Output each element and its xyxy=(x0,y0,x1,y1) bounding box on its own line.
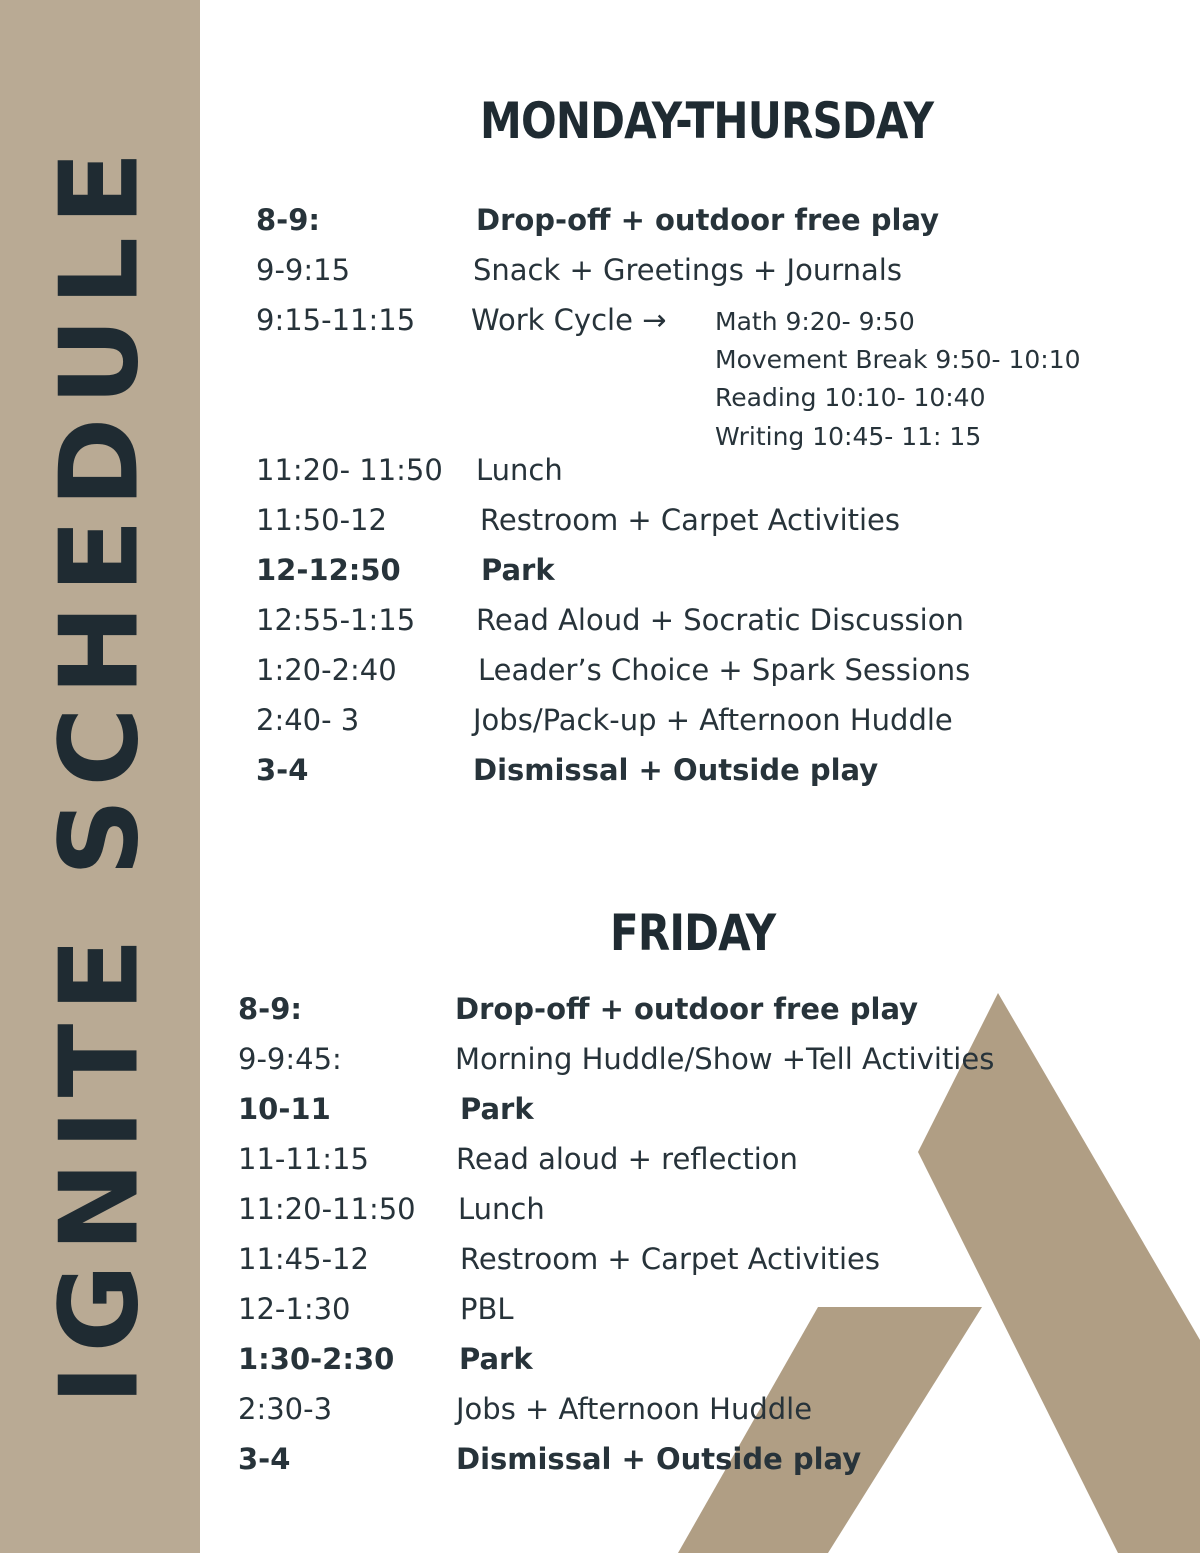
time-label: 8-9: xyxy=(238,992,302,1026)
activity-label: Lunch xyxy=(476,453,563,487)
activity-label: Park xyxy=(459,1342,533,1376)
friday-heading: FRIDAY xyxy=(610,904,776,962)
activity-label: Jobs + Afternoon Huddle xyxy=(456,1392,813,1426)
activity-label: Restroom + Carpet Activities xyxy=(460,1242,881,1276)
activity-label: Park xyxy=(460,1092,534,1126)
activity-label: Work Cycle → xyxy=(471,303,667,337)
activity-label: Snack + Greetings + Journals xyxy=(473,253,902,287)
activity-label: Read Aloud + Socratic Discussion xyxy=(476,603,964,637)
time-label: 12-12:50 xyxy=(256,553,401,587)
time-label: 11:45-12 xyxy=(238,1242,369,1276)
weekday-heading: MONDAY-THURSDAY xyxy=(480,92,934,150)
time-label: 1:30-2:30 xyxy=(238,1342,395,1376)
activity-label: Drop-off + outdoor free play xyxy=(455,992,919,1026)
time-label: 12:55-1:15 xyxy=(256,603,416,637)
time-label: 9-9:45: xyxy=(238,1042,342,1076)
work-cycle-item: Writing 10:45- 11: 15 xyxy=(715,422,982,451)
activity-label: PBL xyxy=(460,1292,514,1326)
time-label: 9-9:15 xyxy=(256,253,351,287)
activity-label: Dismissal + Outside play xyxy=(473,753,879,787)
sidebar-title: IGNITE SCHEDULE xyxy=(37,139,163,1405)
time-label: 2:40- 3 xyxy=(256,703,360,737)
activity-label: Morning Huddle/Show +Tell Activities xyxy=(455,1042,995,1076)
activity-label: Leader’s Choice + Spark Sessions xyxy=(478,653,971,687)
time-label: 12-1:30 xyxy=(238,1292,351,1326)
work-cycle-item: Reading 10:10- 10:40 xyxy=(715,383,986,412)
activity-label: Restroom + Carpet Activities xyxy=(480,503,901,537)
time-label: 11:20- 11:50 xyxy=(256,453,443,487)
time-label: 3-4 xyxy=(238,1442,291,1476)
activity-label: Dismissal + Outside play xyxy=(456,1442,862,1476)
time-label: 10-11 xyxy=(238,1092,331,1126)
activity-label: Read aloud + reflection xyxy=(456,1142,798,1176)
time-label: 8-9: xyxy=(256,203,320,237)
time-label: 11-11:15 xyxy=(238,1142,369,1176)
activity-label: Lunch xyxy=(458,1192,545,1226)
time-label: 11:20-11:50 xyxy=(238,1192,416,1226)
time-label: 11:50-12 xyxy=(256,503,387,537)
time-label: 2:30-3 xyxy=(238,1392,333,1426)
activity-label: Drop-off + outdoor free play xyxy=(476,203,940,237)
work-cycle-item: Math 9:20- 9:50 xyxy=(715,307,915,336)
activity-label: Jobs/Pack-up + Afternoon Huddle xyxy=(473,703,953,737)
time-label: 1:20-2:40 xyxy=(256,653,397,687)
time-label: 3-4 xyxy=(256,753,309,787)
activity-label: Park xyxy=(481,553,555,587)
work-cycle-item: Movement Break 9:50- 10:10 xyxy=(715,345,1081,374)
time-label: 9:15-11:15 xyxy=(256,303,416,337)
